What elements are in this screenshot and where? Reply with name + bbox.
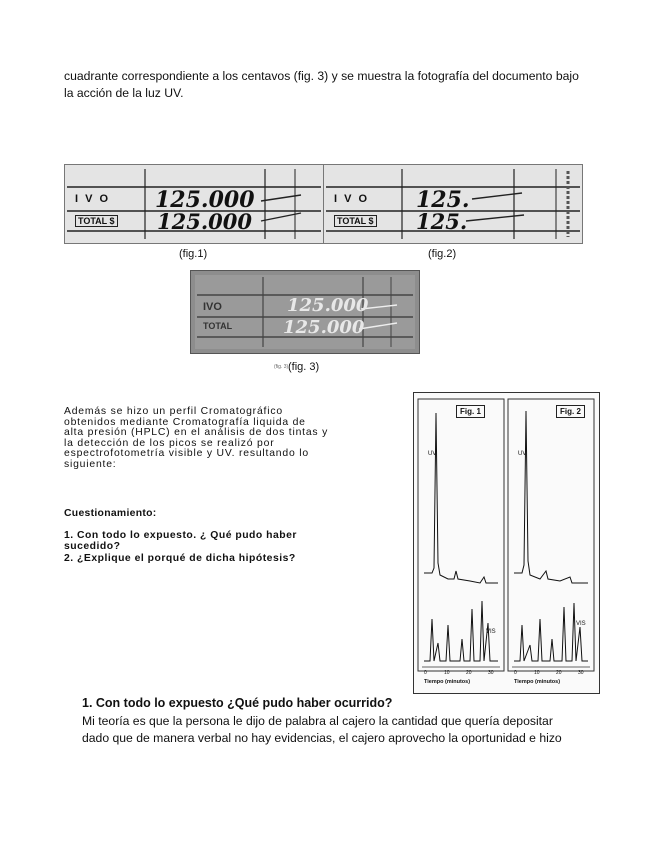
tick-p2-10: 10: [534, 670, 540, 676]
fig3-label-total: TOTAL: [203, 321, 233, 331]
tick-p1-30: 30: [488, 670, 494, 676]
intro-line-1: cuadrante correspondiente a los centavos (fig. 3) y se muestra la fotografía del documento bajo: [64, 69, 579, 83]
chromatogram-panel-2-uv-label: UV: [518, 451, 527, 457]
question-1-line-1: 1. Con todo lo expuesto. ¿ Qué pudo haber: [64, 530, 297, 541]
chromatogram-panel-2-xlabel: Tiempo (minutos): [514, 679, 561, 685]
answer-line-1: Mi teoría es que la persona le dijo de palabra al cajero la cantidad que quería depositar: [82, 714, 553, 728]
hplc-line-1: Además se hizo un perfil Cromatográfico: [64, 406, 283, 417]
fig2-caption: (fig.2): [428, 248, 457, 260]
question-1-line-2: sucedido?: [64, 540, 121, 552]
fig1-caption: (fig.1): [179, 248, 208, 260]
hplc-line-3: alta presión (HPLC) en el análisis de dos tintas y: [64, 427, 329, 439]
chromatogram-plot: [414, 393, 599, 693]
fig3-caption: (fig. 3): [288, 361, 320, 373]
fig3-value-1: 125.000: [287, 295, 369, 316]
fig1-label-ivo: I V O: [75, 193, 111, 205]
fig2-scan: [323, 164, 583, 244]
questions-heading: Cuestionamiento:: [64, 508, 157, 519]
fig2-label-ivo: I V O: [334, 193, 370, 205]
fig3-caption-small: (fig. 3): [274, 364, 289, 370]
fig1-scan: [64, 164, 324, 244]
chromatogram-panel-1-vis-label: VIS: [486, 629, 496, 635]
fig2-label-total: TOTAL $: [334, 215, 377, 227]
hplc-line-4: la detección de los picos se realizó por: [64, 437, 275, 449]
chromatogram-figure: [413, 392, 600, 694]
hplc-line-6: siguiente:: [64, 458, 117, 470]
tick-p1-10: 10: [444, 670, 450, 676]
fig1-label-total: TOTAL $: [75, 215, 118, 227]
question-1: [64, 531, 340, 552]
question-2: 2. ¿Explique el porqué de dicha hipótesis?: [64, 553, 296, 564]
chromatogram-panel-1-uv-label: UV: [428, 451, 437, 457]
tick-p2-20: 20: [556, 670, 562, 676]
tick-p2-30: 30: [578, 670, 584, 676]
tick-p1-20: 20: [466, 670, 472, 676]
fig2-value-2: 125.: [416, 209, 468, 234]
chromatogram-panel-2-title: Fig. 2: [556, 405, 585, 418]
answer-heading: 1. Con todo lo expuesto ¿Qué pudo haber ocurrido?: [82, 696, 393, 710]
answer-line-2: dado que de manera verbal no hay evidencias, el cajero aprovecho la oportunidad e hizo: [82, 731, 562, 745]
fig1-value-2: 125.000: [157, 209, 252, 234]
chromatogram-panel-2-vis-label: VIS: [576, 621, 586, 627]
intro-paragraph: [64, 68, 612, 102]
fig3-scan: [190, 270, 420, 354]
hplc-line-5: espectrofotometría visible y UV. resultando lo: [64, 448, 309, 460]
tick-p1-0: 0: [424, 670, 427, 676]
answer-paragraph: [82, 713, 602, 747]
fig2-value-1: 125.: [416, 187, 470, 213]
fig1-value-1: 125.000: [155, 187, 255, 213]
intro-line-2: la acción de la luz UV.: [64, 86, 184, 100]
fig3-value-2: 125.000: [283, 317, 365, 338]
chromatogram-panel-1-title: Fig. 1: [456, 405, 485, 418]
fig3-label-ivo: IVO: [203, 301, 222, 313]
tick-p2-0: 0: [514, 670, 517, 676]
hplc-paragraph: [64, 407, 340, 471]
chromatogram-panel-1-xlabel: Tiempo (minutos): [424, 679, 471, 685]
hplc-line-2: obtenidos mediante Cromatografía liquida de: [64, 416, 306, 428]
